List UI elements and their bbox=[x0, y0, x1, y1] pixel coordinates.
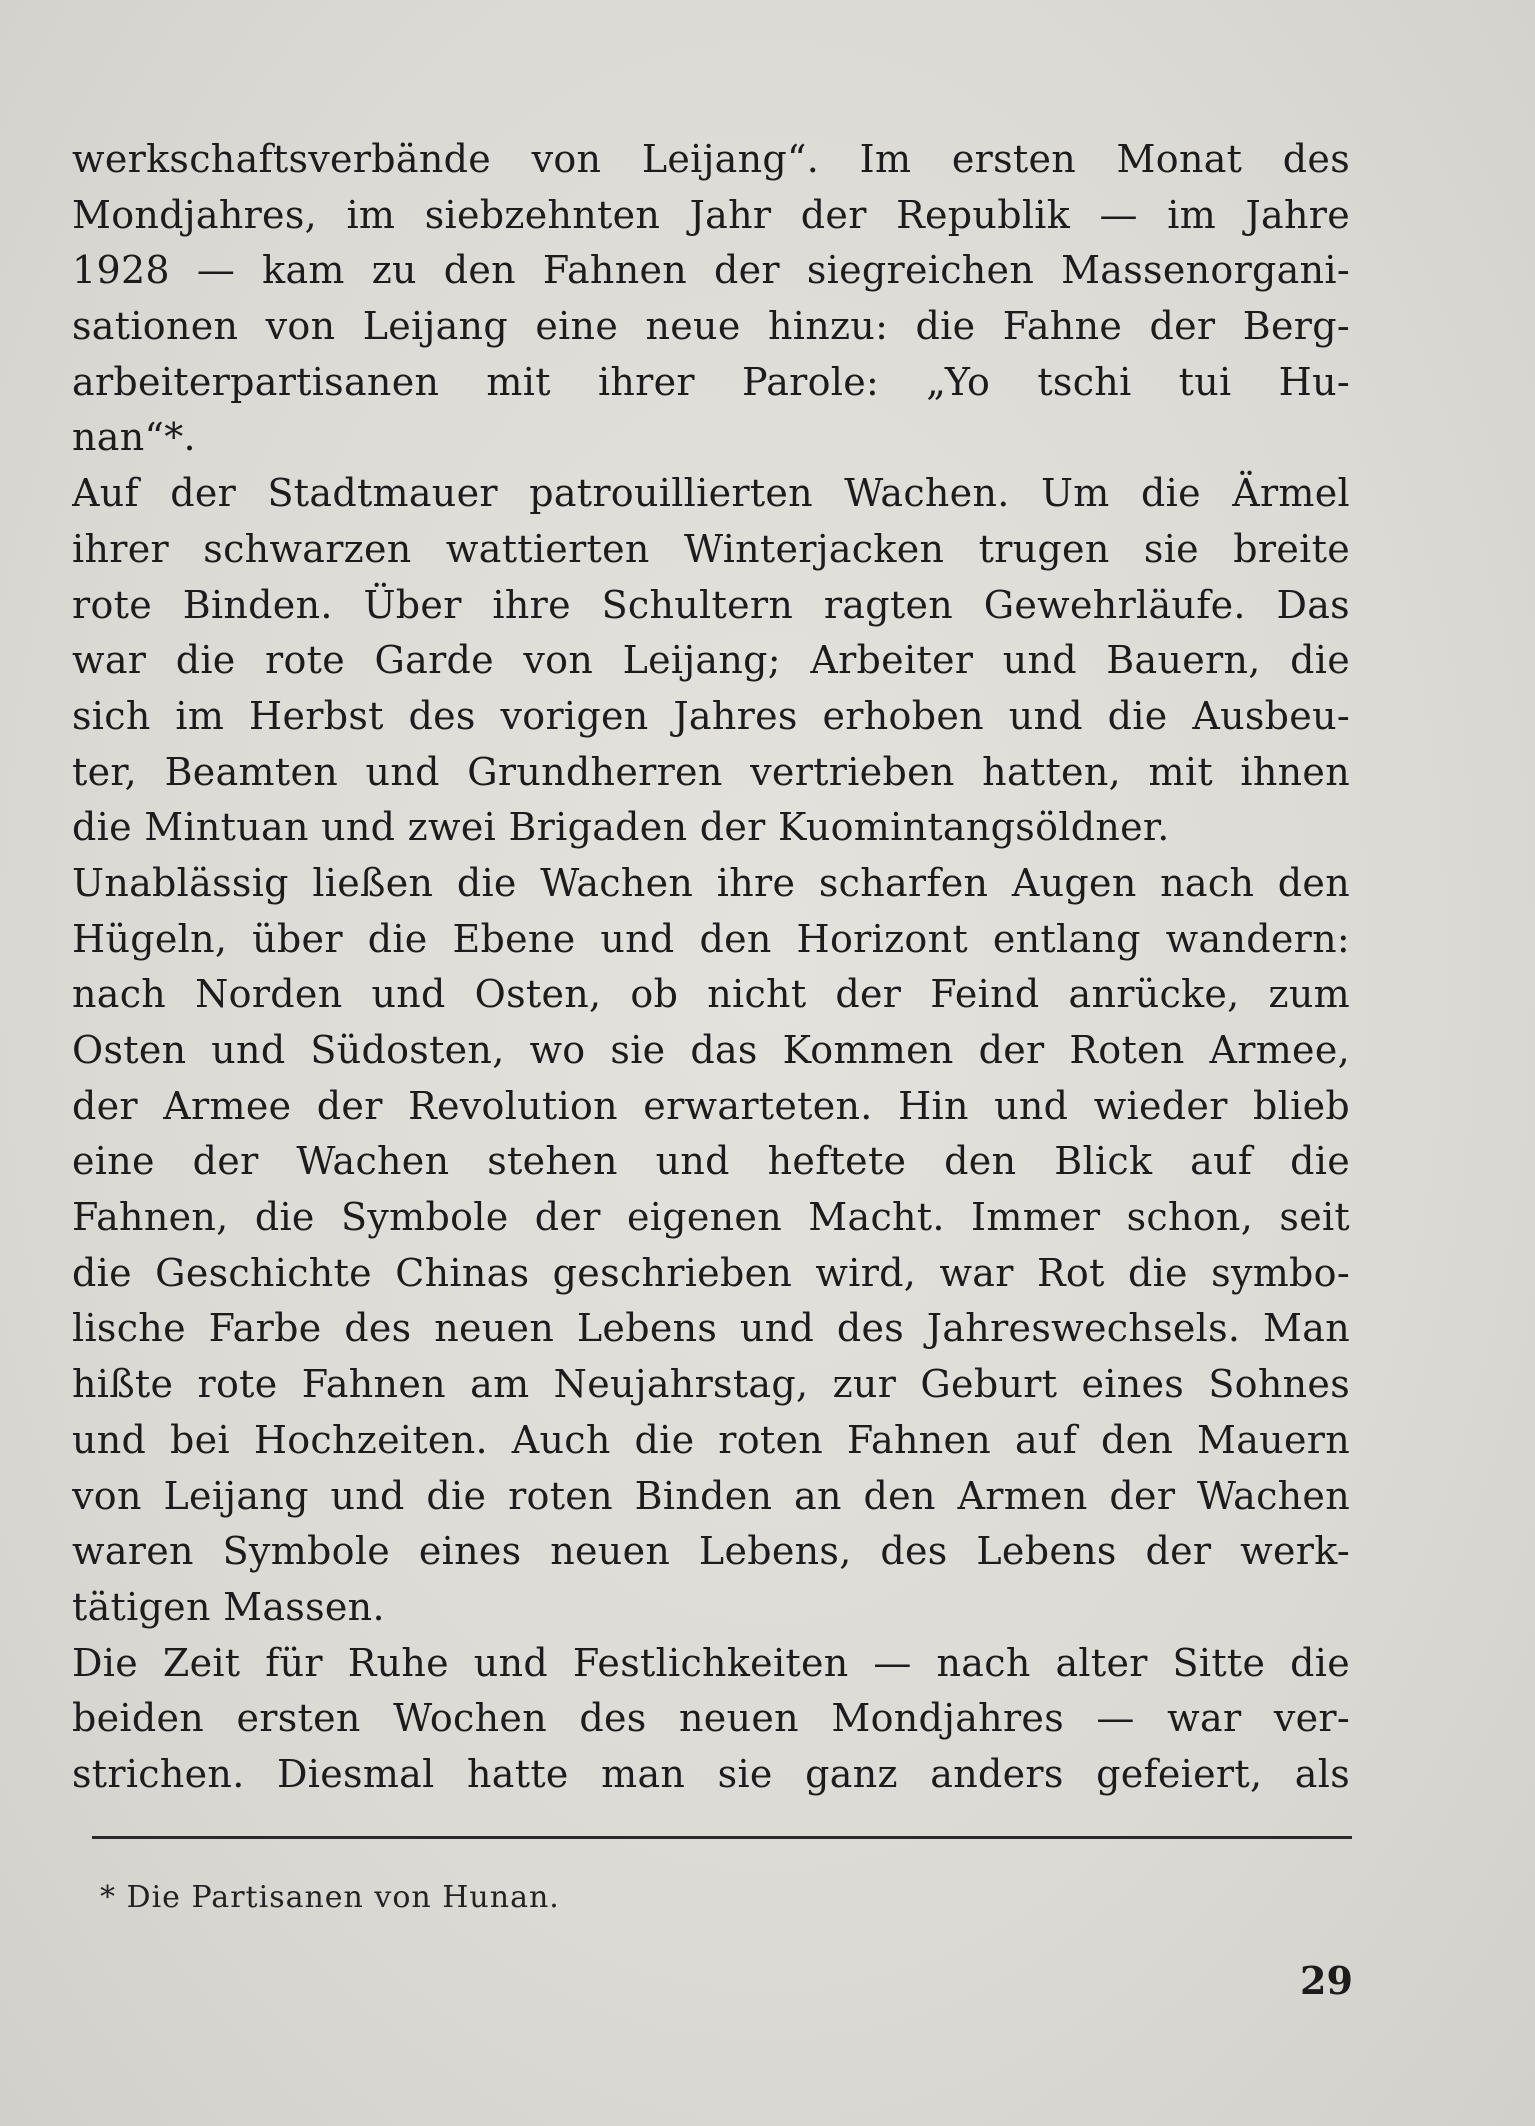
text-line: arbeiterpartisanen mit ihrer Parole: „Yo tschi tui Hu- bbox=[72, 359, 1350, 404]
text-line: die Geschichte Chinas geschrieben wird, war Rot die symbo- bbox=[72, 1250, 1350, 1295]
text-line: sich im Herbst des vorigen Jahres erhoben und die Ausbeu- bbox=[72, 693, 1350, 738]
page-number: 29 bbox=[1300, 1958, 1353, 2003]
text-line: nan“*. bbox=[72, 415, 196, 460]
text-line: nach Norden und Osten, ob nicht der Feind anrücke, zum bbox=[72, 972, 1350, 1017]
text-line: Fahnen, die Symbole der eigenen Macht. Immer schon, seit bbox=[72, 1195, 1350, 1240]
text-line: waren Symbole eines neuen Lebens, des Lebens der werk- bbox=[72, 1529, 1350, 1574]
footnote-divider bbox=[92, 1836, 1352, 1839]
text-line: sationen von Leijang eine neue hinzu: die Fahne der Berg- bbox=[72, 304, 1350, 349]
text-line: Mondjahres, im siebzehnten Jahr der Republik — im Jahre bbox=[72, 192, 1350, 237]
text-line: war die rote Garde von Leijang; Arbeiter und Bauern, die bbox=[72, 638, 1350, 683]
text-line: und bei Hochzeiten. Auch die roten Fahnen auf den Mauern bbox=[72, 1417, 1350, 1462]
text-line: Osten und Südosten, wo sie das Kommen der Roten Armee, bbox=[72, 1028, 1350, 1072]
text-line: hißte rote Fahnen am Neujahrstag, zur Geburt eines Sohnes bbox=[72, 1362, 1350, 1407]
text-line: Auf der Stadtmauer patrouillierten Wachen. Um die Ärmel bbox=[72, 471, 1350, 516]
text-line: von Leijang und die roten Binden an den Armen der Wachen bbox=[72, 1473, 1350, 1518]
text-line: 1928 — kam zu den Fahnen der siegreichen Massenorgani- bbox=[72, 248, 1350, 293]
body-text bbox=[72, 132, 1350, 1803]
text-line: Unablässig ließen die Wachen ihre scharfen Augen nach den bbox=[72, 860, 1350, 905]
text-line: strichen. Diesmal hatte man sie ganz anders gefeiert, als bbox=[72, 1751, 1350, 1796]
text-line: Die Zeit für Ruhe und Festlichkeiten — nach alter Sitte die bbox=[72, 1640, 1350, 1685]
footnote: * Die Partisanen von Hunan. bbox=[100, 1880, 560, 1915]
text-line: die Mintuan und zwei Brigaden der Kuomintangsöldner. bbox=[72, 805, 1170, 850]
text-line: ter, Beamten und Grundherren vertrieben hatten, mit ihnen bbox=[72, 749, 1350, 794]
text-line: rote Binden. Über ihre Schultern ragten Gewehrläufe. Das bbox=[72, 582, 1350, 627]
text-line: tätigen Massen. bbox=[72, 1584, 385, 1629]
text-line: beiden ersten Wochen des neuen Mondjahres — war ver- bbox=[72, 1696, 1350, 1741]
text-line: werkschaftsverbände von Leijang“. Im ersten Monat des bbox=[72, 137, 1350, 181]
text-line: Hügeln, über die Ebene und den Horizont entlang wandern: bbox=[72, 916, 1350, 961]
text-line: ihrer schwarzen wattierten Winterjacken trugen sie breite bbox=[72, 526, 1350, 571]
text-line: lische Farbe des neuen Lebens und des Jahreswechsels. Man bbox=[72, 1306, 1350, 1351]
text-line: eine der Wachen stehen und heftete den Blick auf die bbox=[72, 1139, 1350, 1184]
text-line: der Armee der Revolution erwarteten. Hin und wieder blieb bbox=[72, 1083, 1350, 1128]
